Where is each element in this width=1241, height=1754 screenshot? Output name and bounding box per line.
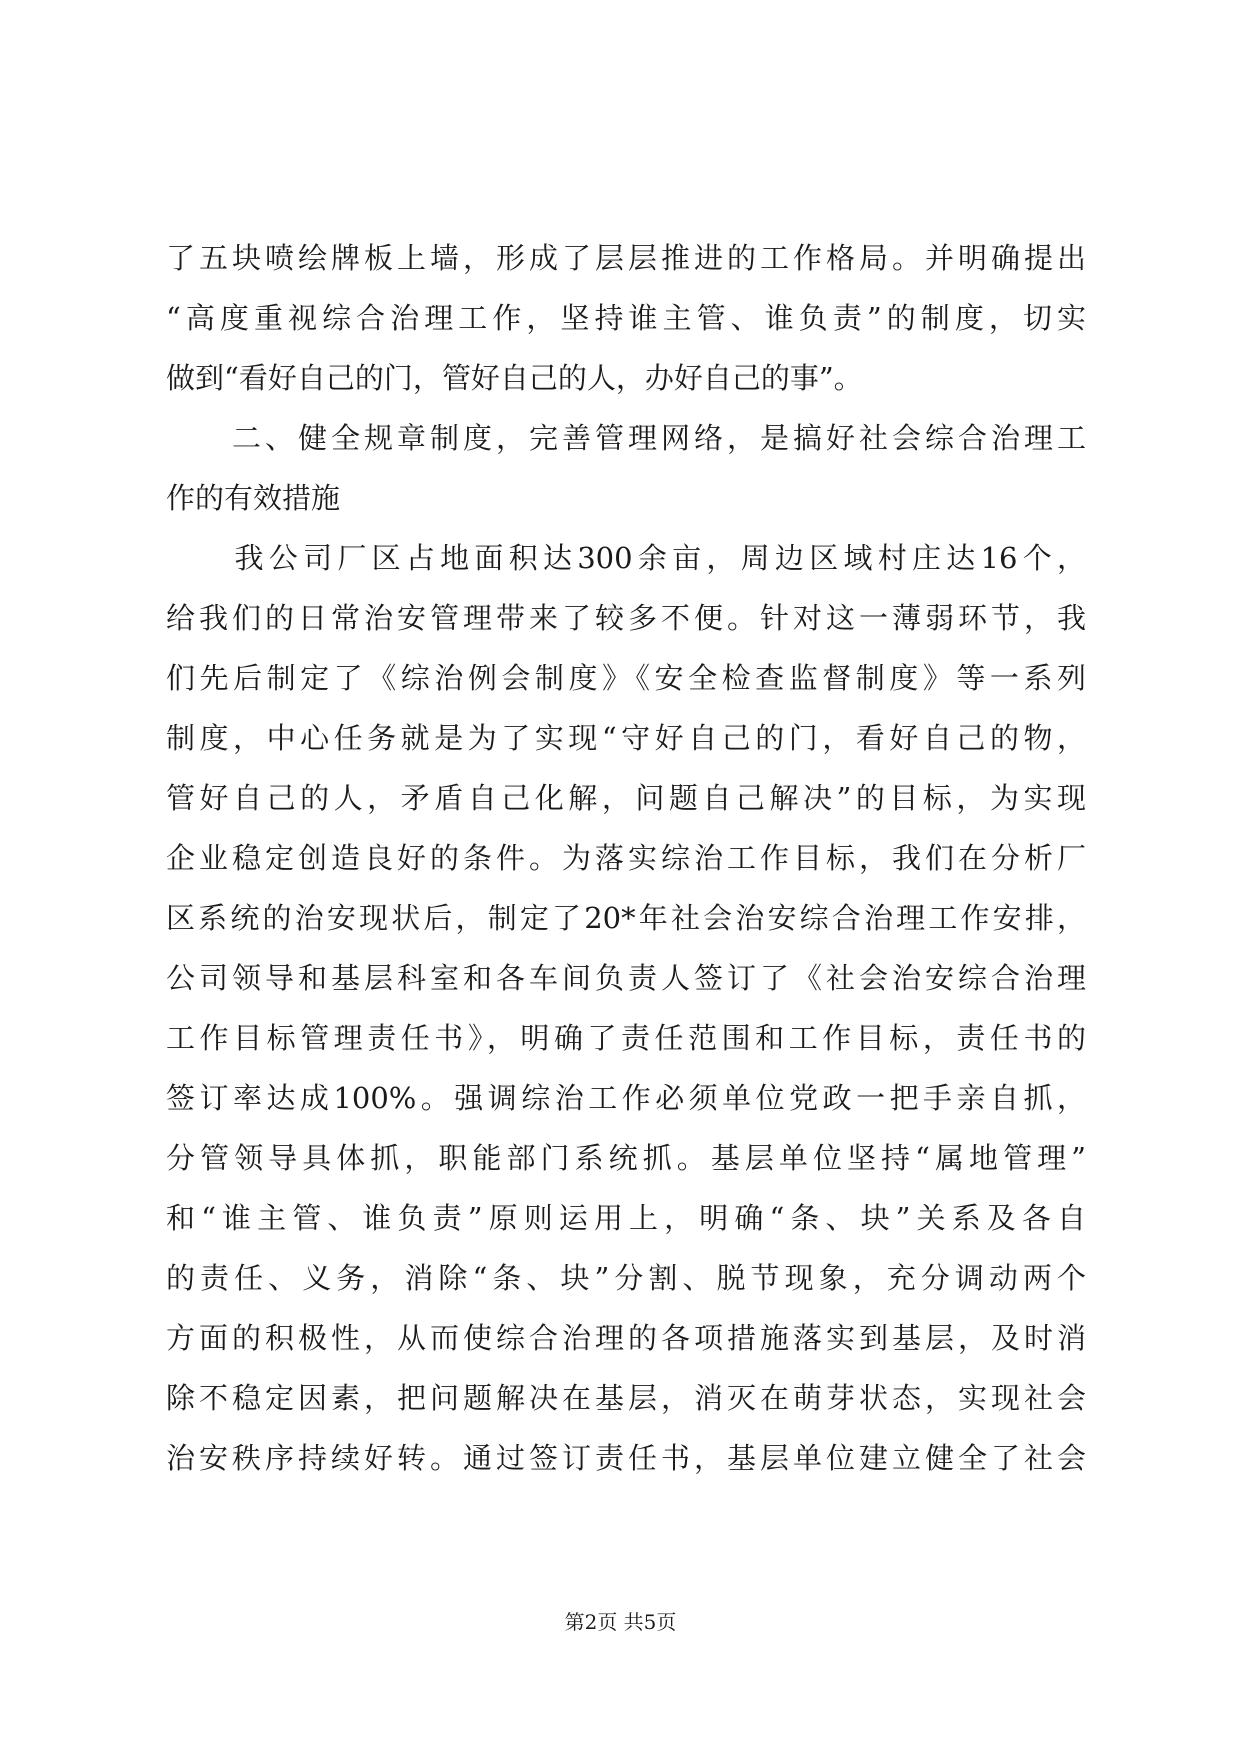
- section-heading-line: 二、健全规章制度，完善管理网络，是搞好社会综合治理工: [166, 421, 1086, 455]
- text-line: 企业稳定创造良好的条件。为落实综治工作目标，我们在分析厂: [166, 841, 1086, 875]
- text-line: 的责任、义务，消除“条、块”分割、脱节现象，充分调动两个: [166, 1261, 1086, 1295]
- text-line: 方面的积极性，从而使综合治理的各项措施落实到基层，及时消: [166, 1321, 1086, 1355]
- section-heading-line: 作的有效措施: [166, 481, 341, 515]
- text-line: 公司领导和基层科室和各车间负责人签订了《社会治安综合治理: [166, 961, 1086, 995]
- text-line: 除不稳定因素，把问题解决在基层，消灭在萌芽状态，实现社会: [166, 1381, 1086, 1415]
- text-line: 管好自己的人，矛盾自己化解，问题自己解决”的目标，为实现: [166, 781, 1086, 815]
- text-line: 工作目标管理责任书》，明确了责任范围和工作目标，责任书的: [166, 1021, 1086, 1055]
- text-line: 们先后制定了《综治例会制度》《安全检查监督制度》等一系列: [166, 661, 1086, 695]
- text-line: 做到“看好自己的门，管好自己的人，办好自己的事”。: [166, 361, 863, 395]
- text-line: 区系统的治安现状后，制定了20*年社会治安综合治理工作安排，: [166, 901, 1086, 935]
- body-text: [166, 228, 1086, 1488]
- text-line: 制度，中心任务就是为了实现“守好自己的门，看好自己的物，: [166, 721, 1086, 755]
- page-footer: 第2页 共5页: [564, 1610, 677, 1634]
- text-line: 了五块喷绘牌板上墙，形成了层层推进的工作格局。并明确提出: [166, 241, 1086, 275]
- text-line: 给我们的日常治安管理带来了较多不便。针对这一薄弱环节，我: [166, 601, 1086, 635]
- text-line: 治安秩序持续好转。通过签订责任书，基层单位建立健全了社会: [166, 1441, 1086, 1475]
- text-line: “高度重视综合治理工作，坚持谁主管、谁负责”的制度，切实: [166, 301, 1086, 335]
- text-line: 和“谁主管、谁负责”原则运用上，明确“条、块”关系及各自: [166, 1201, 1086, 1235]
- text-line: 签订率达成100%。强调综治工作必须单位党政一把手亲自抓，: [166, 1081, 1086, 1115]
- text-line: 我公司厂区占地面积达300余亩，周边区域村庄达16个，: [166, 541, 1086, 575]
- text-line: 分管领导具体抓，职能部门系统抓。基层单位坚持“属地管理”: [166, 1141, 1086, 1175]
